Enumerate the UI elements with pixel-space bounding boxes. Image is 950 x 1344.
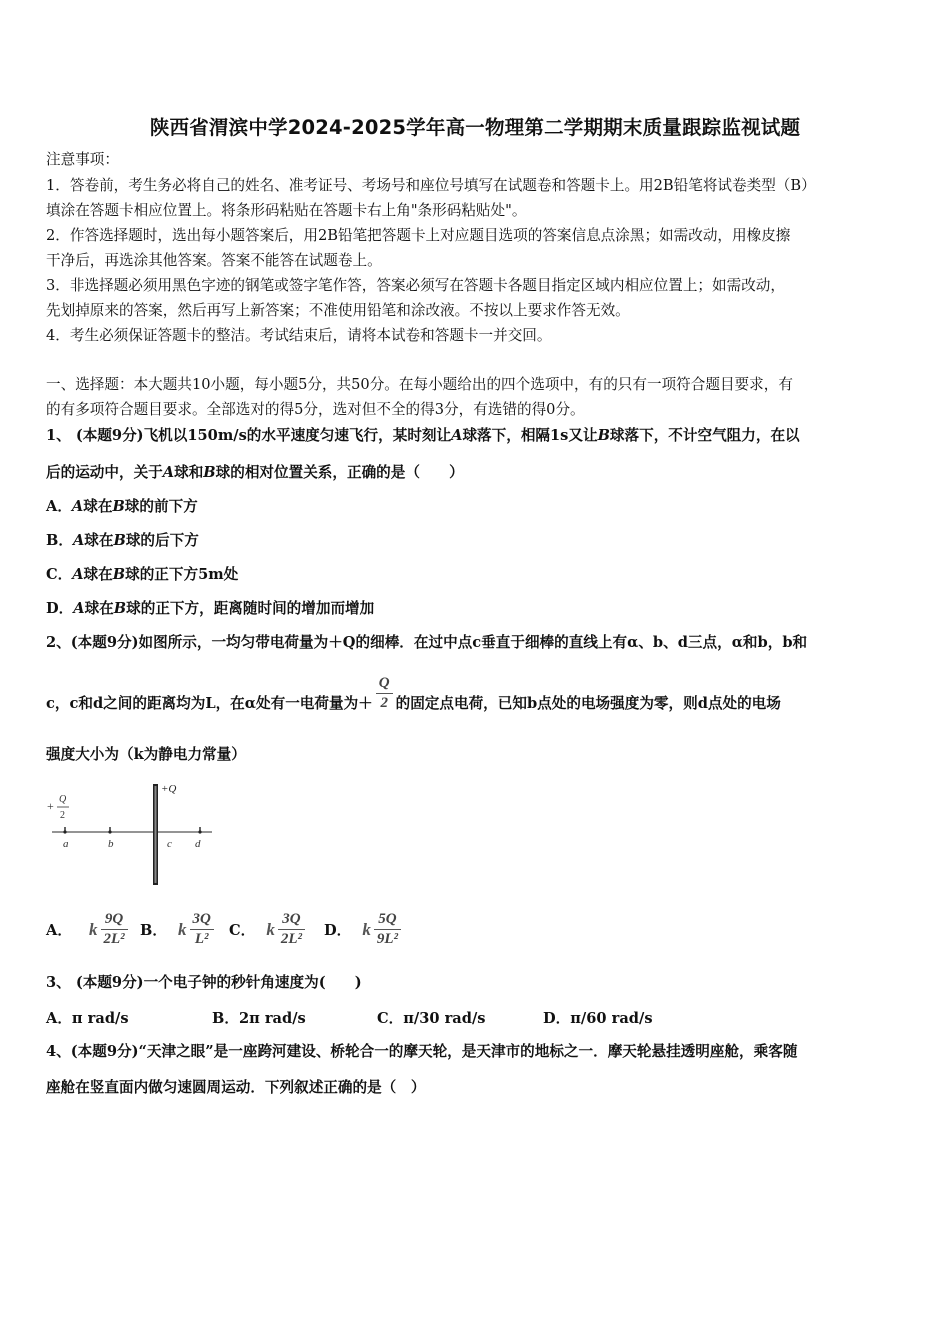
q2-option-b — [140, 912, 217, 947]
option-text: 球的正下方，距离随时间的增加而增加 — [126, 600, 375, 617]
option-text: 球在 — [84, 600, 114, 617]
notice-line: 1．答卷前，考生务必将自己的姓名、准考证号、考场号和座位号填写在试题卷和答题卡上。用2B铅笔将试卷类型（B） — [46, 177, 816, 194]
q2-option-c — [229, 912, 308, 947]
q1-ball-b: B — [597, 427, 610, 444]
q1-text: 1、 (本题9分)飞机以150m/s的水平速度匀速飞行，某时刻让 — [46, 427, 452, 444]
point-a-label: a — [63, 838, 69, 850]
question-4-line: 座舱在竖直面内做匀速圆周运动．下列叙述正确的是（ ） — [46, 1079, 426, 1096]
option-label: B． — [140, 922, 167, 939]
fraction-denominator: 2L² — [101, 929, 128, 947]
q2-text: c，c和d之间的距离均为L，在α处有一电荷量为＋ — [46, 695, 373, 712]
q1-ball-b: B — [113, 600, 127, 617]
page-title: 陕西省渭滨中学2024-2025学年高一物理第二学期期末质量跟踪监视试题 — [149, 116, 801, 139]
option-fraction — [374, 912, 401, 947]
option-label: A． — [46, 498, 72, 515]
option-text: 2π rad/s — [238, 1010, 306, 1027]
question-2-line: 强度大小为（k为静电力常量） — [46, 746, 246, 763]
option-label: D． — [46, 600, 74, 617]
fraction-numerator: 3Q — [192, 911, 211, 927]
q2-text: 的固定点电荷，已知b点处的电场强度为零，则d点处的电场 — [395, 695, 781, 712]
q3-option-c — [377, 1007, 486, 1028]
point-charge-num: Q — [59, 794, 67, 805]
q1-text: 球落下，不计空气阻力，在以 — [609, 427, 800, 444]
charge-rod-figure — [44, 780, 219, 890]
option-label: A． — [46, 922, 72, 939]
notice-line: 4．考生必须保证答题卡的整洁。考试结束后，请将本试卷和答题卡一并交回。 — [46, 327, 552, 344]
option-label: D． — [543, 1010, 571, 1027]
question-1-line — [46, 426, 906, 446]
notice-line: 填涂在答题卡相应位置上。将条形码粘贴在答题卡右上角"条形码粘贴处"。 — [46, 202, 527, 219]
fraction-numerator: 9Q — [104, 911, 124, 927]
option-label: D． — [324, 922, 352, 939]
option-label: C． — [46, 566, 73, 583]
q1-ball-a: A — [451, 427, 463, 444]
constant-k: k — [266, 919, 275, 939]
option-label: B． — [212, 1010, 239, 1027]
q1-ball-b: B — [203, 464, 216, 481]
q1-ball-a: A — [71, 498, 84, 515]
q1-ball-a: A — [72, 532, 85, 549]
option-text: 球在 — [84, 532, 114, 549]
constant-k: k — [178, 919, 187, 939]
q2-fraction — [376, 676, 393, 711]
q1-text: 后的运动中，关于 — [46, 464, 163, 481]
option-text: 球在 — [83, 566, 113, 583]
q1-text: 球落下，相隔1s又让 — [462, 427, 598, 444]
point-c-label: c — [167, 838, 172, 850]
q3-option-a — [46, 1007, 129, 1028]
fraction-denominator: 9L² — [374, 929, 401, 947]
point-d-label: d — [195, 838, 201, 850]
fraction-denominator: L² — [190, 929, 214, 947]
option-label: C． — [377, 1010, 404, 1027]
q1-ball-a: A — [73, 600, 85, 617]
notice-heading: 注意事项： — [46, 151, 119, 168]
option-label: A． — [46, 1010, 72, 1027]
q1-option-b — [46, 531, 906, 551]
option-text: 球的前下方 — [124, 498, 198, 515]
q1-ball-b: B — [113, 532, 126, 549]
option-text: 球在 — [83, 498, 113, 515]
rod-highlight — [155, 786, 157, 883]
q1-ball-b: B — [112, 498, 125, 515]
q1-text: 球的相对位置关系，正确的是（ ） — [215, 464, 464, 481]
q1-ball-a: A — [72, 566, 84, 583]
option-fraction — [278, 912, 305, 947]
point-b-label: b — [108, 838, 114, 850]
option-fraction — [101, 912, 128, 947]
option-text: 球的后下方 — [125, 532, 199, 549]
q2-option-a — [46, 912, 131, 947]
point-charge-sign: + — [47, 799, 54, 813]
notice-line: 2．作答选择题时，选出每小题答案后，用2B铅笔把答题卡上对应题目选项的答案信息点涂黑；如需改动，用橡皮擦 — [46, 227, 791, 244]
option-text: π/60 rad/s — [570, 1010, 653, 1027]
option-text: 球的正下方5m处 — [125, 566, 239, 583]
q3-option-d — [543, 1007, 653, 1028]
fraction-denominator: 2 — [376, 693, 393, 711]
option-text: π/30 rad/s — [403, 1010, 486, 1027]
section-intro: 一、选择题：本大题共10小题，每小题5分，共50分。在每小题给出的四个选项中，有的只有一项符合题目要求，有 — [46, 376, 793, 393]
fraction-numerator: Q — [378, 674, 390, 691]
q1-ball-b: B — [112, 566, 126, 583]
constant-k: k — [89, 919, 98, 939]
question-3-line: 3、 (本题9分)一个电子钟的秒针角速度为( ) — [46, 974, 362, 991]
section-intro: 的有多项符合题目要求。全部选对的得5分，选对但不全的得3分，有选错的得0分。 — [46, 401, 585, 418]
q1-option-a — [46, 497, 906, 517]
option-fraction — [190, 912, 214, 947]
fraction-denominator: 2L² — [278, 929, 305, 947]
notice-line: 3．非选择题必须用黑色字迹的钢笔或签字笔作答，答案必须写在答题卡各题目指定区域内相应位置上；如需改动， — [46, 277, 785, 294]
q1-ball-a: A — [162, 464, 175, 481]
fraction-numerator: 3Q — [282, 911, 301, 927]
option-text: π rad/s — [71, 1010, 129, 1027]
q1-option-c — [46, 565, 906, 585]
question-2-line: 2、(本题9分)如图所示，一均匀带电荷量为＋Q的细棒．在过中点c垂直于细棒的直线上有α、b、d三点，α和b，b和 — [46, 634, 808, 651]
q3-option-b — [212, 1007, 306, 1028]
fraction-numerator: 5Q — [378, 911, 397, 927]
q2-option-d — [324, 912, 404, 947]
notice-line: 干净后，再选涂其他答案。答案不能答在试题卷上。 — [46, 252, 382, 269]
option-label: C． — [229, 922, 256, 939]
q1-option-d — [46, 599, 906, 619]
point-charge-den: 2 — [60, 810, 65, 821]
question-2-line — [46, 674, 906, 714]
q1-text: 球和 — [174, 464, 204, 481]
constant-k: k — [362, 919, 371, 939]
option-label: B． — [46, 532, 73, 549]
question-1-line — [46, 463, 906, 483]
rod-label: +Q — [161, 783, 177, 795]
notice-line: 先划掉原来的答案，然后再写上新答案；不准使用铅笔和涂改液。不按以上要求作答无效。 — [46, 302, 630, 319]
question-4-line: 4、(本题9分)“天津之眼”是一座跨河建设、桥轮合一的摩天轮，是天津市的地标之一．摩天轮悬挂透明座舱，乘客随 — [46, 1043, 798, 1060]
